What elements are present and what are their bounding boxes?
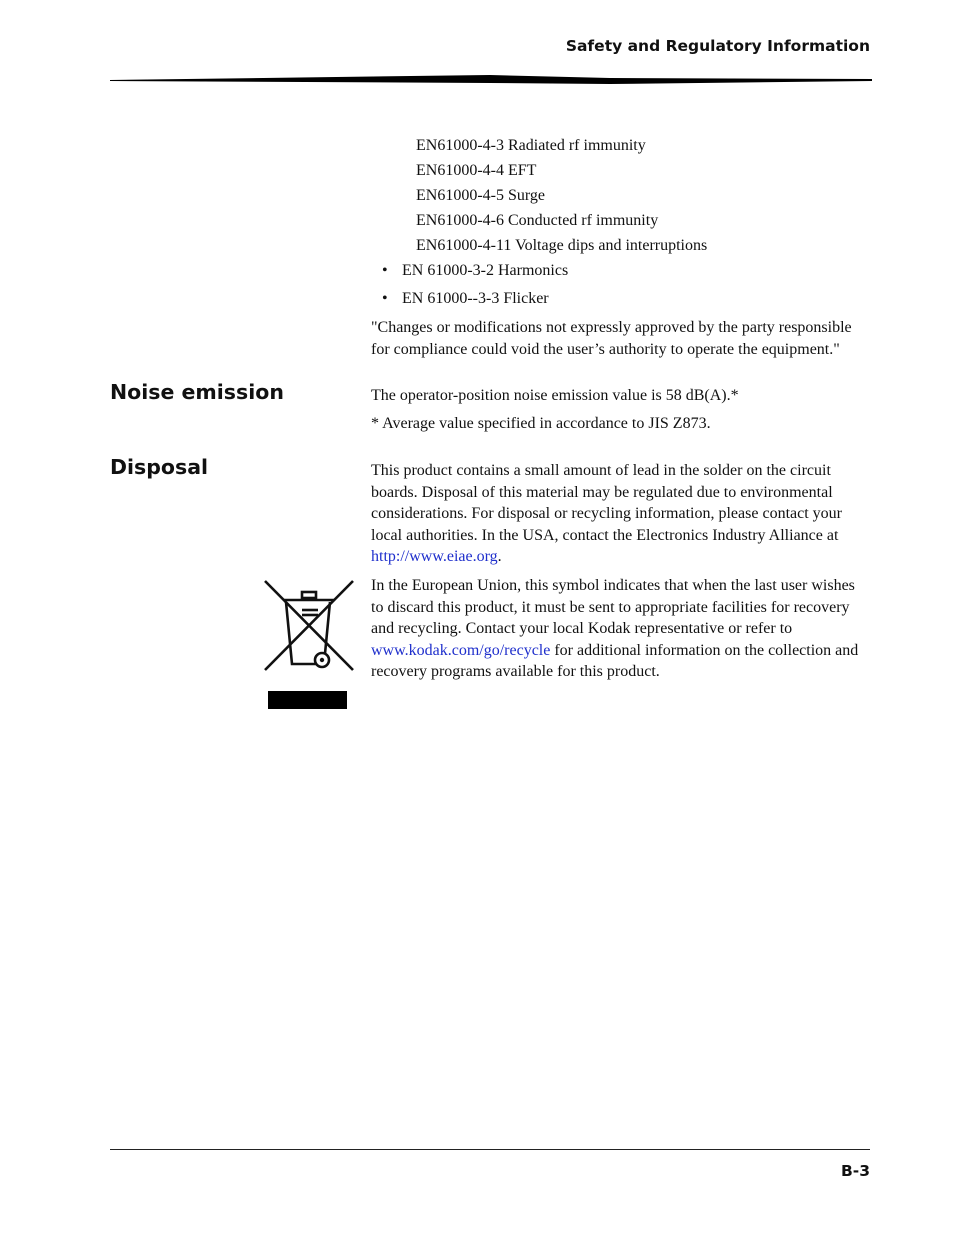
bullet-text: EN 61000--3-3 Flicker (402, 290, 549, 307)
footer-rule (110, 1149, 870, 1150)
eiae-link[interactable]: http://www.eiae.org (371, 548, 498, 566)
kodak-recycle-link[interactable]: www.kodak.com/go/recycle (371, 641, 551, 659)
disposal-paragraph (371, 460, 871, 568)
standard-line: EN61000-4-4 EFT (416, 162, 537, 179)
disposal-heading: Disposal (110, 455, 209, 479)
standard-line: EN61000-4-11 Voltage dips and interruptions (416, 237, 708, 254)
fcc-notice: "Changes or modifications not expressly approved by the party responsible for compliance could void the user’s authority to operate the equipment." (371, 319, 852, 358)
standard-line: EN61000-4-3 Radiated rf immunity (416, 137, 646, 154)
page-number: B-3 (840, 1162, 870, 1180)
noise-emission-heading: Noise emission (110, 380, 284, 404)
link-suffix: . (497, 548, 502, 566)
bullet-text: EN 61000-3-2 Harmonics (402, 262, 569, 279)
standard-line: EN61000-4-6 Conducted rf immunity (416, 212, 659, 229)
bullet-marker: • (382, 290, 388, 307)
header-rule (110, 70, 872, 88)
crossed-out-wheelie-bin-icon (262, 578, 356, 712)
eu-disposal-text-end: for additional information on the collection and recovery programs available for this product. (371, 641, 859, 681)
disposal-text: This product contains a small amount of lead in the solder on the circuit boards. Disposal of this material may be regulated due to environmental considerations. For disposal or recycling information, please contact your local authorities. In the USA, contact the Electronics Industry Alliance at (371, 462, 842, 544)
noise-value-text: The operator-position noise emission value is 58 dB(A).* (371, 387, 739, 404)
bullet-item (382, 289, 549, 309)
standard-line: EN61000-4-5 Surge (416, 187, 546, 204)
noise-footnote: * Average value specified in accordance to JIS Z873. (371, 415, 711, 432)
running-head: Safety and Regulatory Information (565, 37, 870, 55)
eu-disposal-text: In the European Union, this symbol indicates that when the last user wishes to discard this product, it must be sent to appropriate facilities for recovery and recycling. Contact your local Kodak representative or refer to (371, 577, 855, 638)
bullet-item (382, 261, 568, 281)
eu-disposal-paragraph (371, 575, 871, 683)
bullet-marker: • (382, 262, 388, 279)
